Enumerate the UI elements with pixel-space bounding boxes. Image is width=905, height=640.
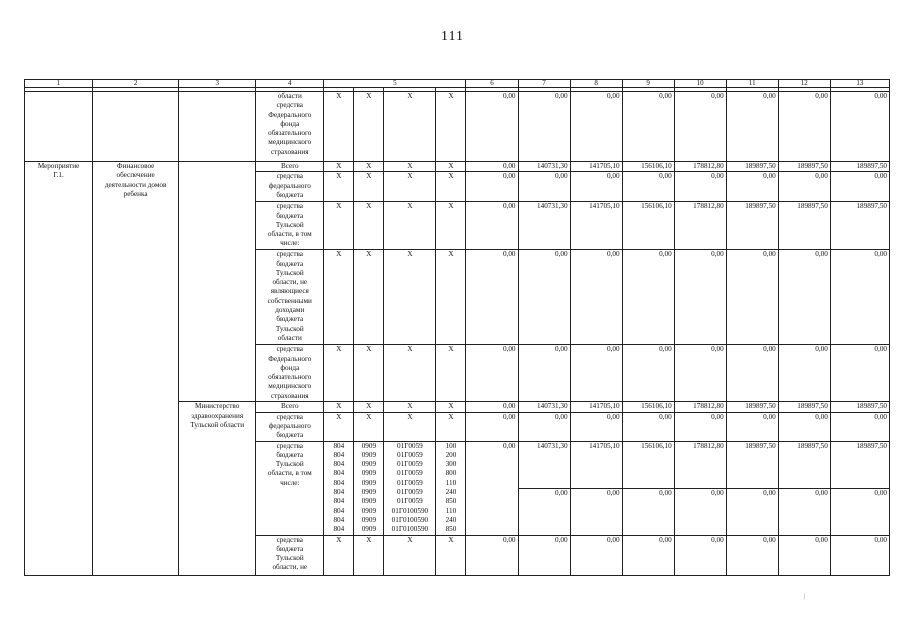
value-cell: 0,00 bbox=[674, 92, 726, 162]
value-cell: 0,00 bbox=[622, 535, 674, 575]
value-cell: 189897,50 bbox=[726, 402, 778, 412]
funding-source: средства бюджета Тульской области, не являющиеся собственными доходами бюджета Тульской области bbox=[256, 250, 324, 345]
value-cell: 0,00 bbox=[830, 172, 889, 202]
value-cell: 0,00 bbox=[778, 412, 830, 441]
value-cell: 189897,50 bbox=[778, 162, 830, 172]
table-row bbox=[25, 92, 890, 162]
value-cell: 0,00 bbox=[830, 488, 889, 535]
value-cell: 0,00 bbox=[778, 488, 830, 535]
value-cell: 0,00 bbox=[570, 250, 622, 345]
value-cell: 0,00 bbox=[674, 412, 726, 441]
value-cell: 0,00 bbox=[622, 172, 674, 202]
value-cell: 189897,50 bbox=[778, 202, 830, 250]
value-cell: 189897,50 bbox=[830, 162, 889, 172]
value-cell: 0,00 bbox=[726, 412, 778, 441]
code-csr: 01Г0059 01Г0059 01Г0059 01Г0059 01Г0059 01Г0059 01Г0059 01Г0100590 01Г0100590 01Г0100590 bbox=[384, 441, 436, 535]
event-label: Мероприятие Г.1. bbox=[25, 162, 93, 576]
value-cell: 189897,50 bbox=[726, 162, 778, 172]
value-cell: 0,00 bbox=[674, 488, 726, 535]
value-cell: 0,00 bbox=[518, 412, 570, 441]
value-cell: 141705,10 bbox=[570, 441, 622, 488]
value-cell: 0,00 bbox=[726, 535, 778, 575]
x-mark: X bbox=[436, 202, 466, 250]
value-cell: 0,00 bbox=[778, 172, 830, 202]
x-mark: X bbox=[436, 535, 466, 575]
value-cell: 0,00 bbox=[622, 345, 674, 402]
value-cell: 0,00 bbox=[466, 535, 518, 575]
value-cell: 0,00 bbox=[674, 172, 726, 202]
x-mark: X bbox=[384, 345, 436, 402]
value-cell: 0,00 bbox=[518, 172, 570, 202]
value-cell: 141705,10 bbox=[570, 162, 622, 172]
x-mark: X bbox=[384, 412, 436, 441]
x-mark: X bbox=[384, 172, 436, 202]
value-cell: 189897,50 bbox=[830, 402, 889, 412]
col-9: 9 bbox=[622, 80, 674, 88]
x-mark: X bbox=[354, 92, 384, 162]
funding-source: средства бюджета Тульской области, не bbox=[256, 535, 324, 575]
col-5: 5 bbox=[324, 80, 466, 88]
x-mark: X bbox=[324, 162, 354, 172]
value-cell: 0,00 bbox=[778, 535, 830, 575]
x-mark: X bbox=[324, 202, 354, 250]
value-cell: 156106,10 bbox=[622, 441, 674, 488]
funding-source: средства федерального бюджета bbox=[256, 412, 324, 441]
x-mark: X bbox=[436, 345, 466, 402]
funding-source: средства бюджета Тульской области, в том числе: bbox=[256, 441, 324, 535]
value-cell: 0,00 bbox=[778, 345, 830, 402]
x-mark: X bbox=[354, 345, 384, 402]
value-cell: 0,00 bbox=[570, 92, 622, 162]
value-cell: 0,00 bbox=[466, 202, 518, 250]
x-mark: X bbox=[384, 92, 436, 162]
value-cell: 0,00 bbox=[726, 172, 778, 202]
x-mark: X bbox=[324, 345, 354, 402]
funding-source: Всего bbox=[256, 162, 324, 172]
x-mark: X bbox=[354, 202, 384, 250]
col-3: 3 bbox=[179, 80, 256, 88]
funding-source: области средства Федерального фонда обязательного медицинского страхования bbox=[256, 92, 324, 162]
code-grbs: 804 804 804 804 804 804 804 804 804 804 bbox=[324, 441, 354, 535]
col-11: 11 bbox=[726, 80, 778, 88]
value-cell: 178812,80 bbox=[674, 402, 726, 412]
value-cell: 140731,30 bbox=[518, 162, 570, 172]
col-2: 2 bbox=[93, 80, 179, 88]
value-cell: 140731,30 bbox=[518, 402, 570, 412]
value-cell: 140731,30 bbox=[518, 202, 570, 250]
value-cell: 0,00 bbox=[778, 250, 830, 345]
value-cell: 0,00 bbox=[726, 92, 778, 162]
x-mark: X bbox=[384, 202, 436, 250]
x-mark: X bbox=[436, 412, 466, 441]
x-mark: X bbox=[354, 535, 384, 575]
value-cell: 0,00 bbox=[726, 488, 778, 535]
value-cell: 0,00 bbox=[466, 162, 518, 172]
x-mark: X bbox=[354, 250, 384, 345]
value-cell: 0,00 bbox=[622, 250, 674, 345]
value-cell: 0,00 bbox=[674, 250, 726, 345]
x-mark: X bbox=[436, 402, 466, 412]
value-cell: 0,00 bbox=[466, 441, 518, 535]
funding-source: средства федерального бюджета bbox=[256, 172, 324, 202]
value-cell: 0,00 bbox=[518, 92, 570, 162]
col-6: 6 bbox=[466, 80, 518, 88]
x-mark: X bbox=[354, 402, 384, 412]
value-cell: 0,00 bbox=[466, 402, 518, 412]
value-cell: 178812,80 bbox=[674, 441, 726, 488]
value-cell: 0,00 bbox=[622, 412, 674, 441]
value-cell: 0,00 bbox=[466, 345, 518, 402]
value-cell: 189897,50 bbox=[726, 202, 778, 250]
col-4: 4 bbox=[256, 80, 324, 88]
value-cell: 0,00 bbox=[726, 345, 778, 402]
value-cell: 0,00 bbox=[570, 488, 622, 535]
value-cell: 140731,30 bbox=[518, 441, 570, 488]
value-cell: 0,00 bbox=[570, 412, 622, 441]
x-mark: X bbox=[436, 172, 466, 202]
value-cell: 0,00 bbox=[830, 250, 889, 345]
x-mark: X bbox=[384, 402, 436, 412]
value-cell: 189897,50 bbox=[830, 202, 889, 250]
x-mark: X bbox=[436, 162, 466, 172]
value-cell: 156106,10 bbox=[622, 162, 674, 172]
x-mark: X bbox=[324, 172, 354, 202]
x-mark: X bbox=[324, 412, 354, 441]
value-cell: 0,00 bbox=[674, 345, 726, 402]
x-mark: X bbox=[324, 250, 354, 345]
value-cell: 156106,10 bbox=[622, 402, 674, 412]
value-cell: 0,00 bbox=[518, 250, 570, 345]
value-cell: 0,00 bbox=[830, 412, 889, 441]
value-cell: 141705,10 bbox=[570, 402, 622, 412]
x-mark: X bbox=[324, 92, 354, 162]
col-12: 12 bbox=[778, 80, 830, 88]
funding-source: средства бюджета Тульской области, в том числе: bbox=[256, 202, 324, 250]
value-cell: 189897,50 bbox=[778, 402, 830, 412]
code-vr: 100 200 300 800 110 240 850 110 240 850 bbox=[436, 441, 466, 535]
col-8: 8 bbox=[570, 80, 622, 88]
x-mark: X bbox=[354, 162, 384, 172]
funding-source: Всего bbox=[256, 402, 324, 412]
value-cell: 0,00 bbox=[466, 412, 518, 441]
x-mark: X bbox=[384, 535, 436, 575]
x-mark: X bbox=[384, 162, 436, 172]
value-cell: 0,00 bbox=[518, 345, 570, 402]
edge-mark: | bbox=[803, 594, 805, 600]
page-number: 111 bbox=[441, 29, 464, 44]
budget-table bbox=[24, 79, 890, 576]
x-mark: X bbox=[384, 250, 436, 345]
col-7: 7 bbox=[518, 80, 570, 88]
x-mark: X bbox=[324, 535, 354, 575]
x-mark: X bbox=[436, 92, 466, 162]
col-1: 1 bbox=[25, 80, 93, 88]
value-cell: 0,00 bbox=[830, 92, 889, 162]
value-cell: 0,00 bbox=[830, 345, 889, 402]
value-cell: 178812,80 bbox=[674, 202, 726, 250]
value-cell: 0,00 bbox=[570, 535, 622, 575]
value-cell: 189897,50 bbox=[830, 441, 889, 488]
value-cell: 0,00 bbox=[570, 345, 622, 402]
value-cell: 0,00 bbox=[518, 535, 570, 575]
executor-name: Министерство здравоохранения Тульской области bbox=[179, 402, 256, 575]
value-cell: 0,00 bbox=[622, 488, 674, 535]
value-cell: 156106,10 bbox=[622, 202, 674, 250]
value-cell: 0,00 bbox=[778, 92, 830, 162]
x-mark: X bbox=[354, 412, 384, 441]
value-cell: 0,00 bbox=[466, 172, 518, 202]
value-cell: 0,00 bbox=[570, 172, 622, 202]
column-number-row bbox=[25, 80, 890, 88]
value-cell: 0,00 bbox=[466, 92, 518, 162]
x-mark: X bbox=[324, 402, 354, 412]
value-cell: 189897,50 bbox=[778, 441, 830, 488]
x-mark: X bbox=[436, 250, 466, 345]
value-cell: 0,00 bbox=[622, 92, 674, 162]
event-name: Финансовое обеспечение деятельности домов ребенка bbox=[93, 162, 179, 576]
value-cell: 0,00 bbox=[674, 535, 726, 575]
col-10: 10 bbox=[674, 80, 726, 88]
value-cell: 0,00 bbox=[726, 250, 778, 345]
table-row bbox=[25, 162, 890, 172]
value-cell: 0,00 bbox=[518, 488, 570, 535]
value-cell: 0,00 bbox=[830, 535, 889, 575]
code-rzpr: 0909 0909 0909 0909 0909 0909 0909 0909 0909 0909 bbox=[354, 441, 384, 535]
x-mark: X bbox=[354, 172, 384, 202]
value-cell: 141705,10 bbox=[570, 202, 622, 250]
value-cell: 178812,80 bbox=[674, 162, 726, 172]
funding-source: средства Федерального фонда обязательного медицинского страхования bbox=[256, 345, 324, 402]
col-13: 13 bbox=[830, 80, 889, 88]
value-cell: 189897,50 bbox=[726, 441, 778, 488]
value-cell: 0,00 bbox=[466, 250, 518, 345]
